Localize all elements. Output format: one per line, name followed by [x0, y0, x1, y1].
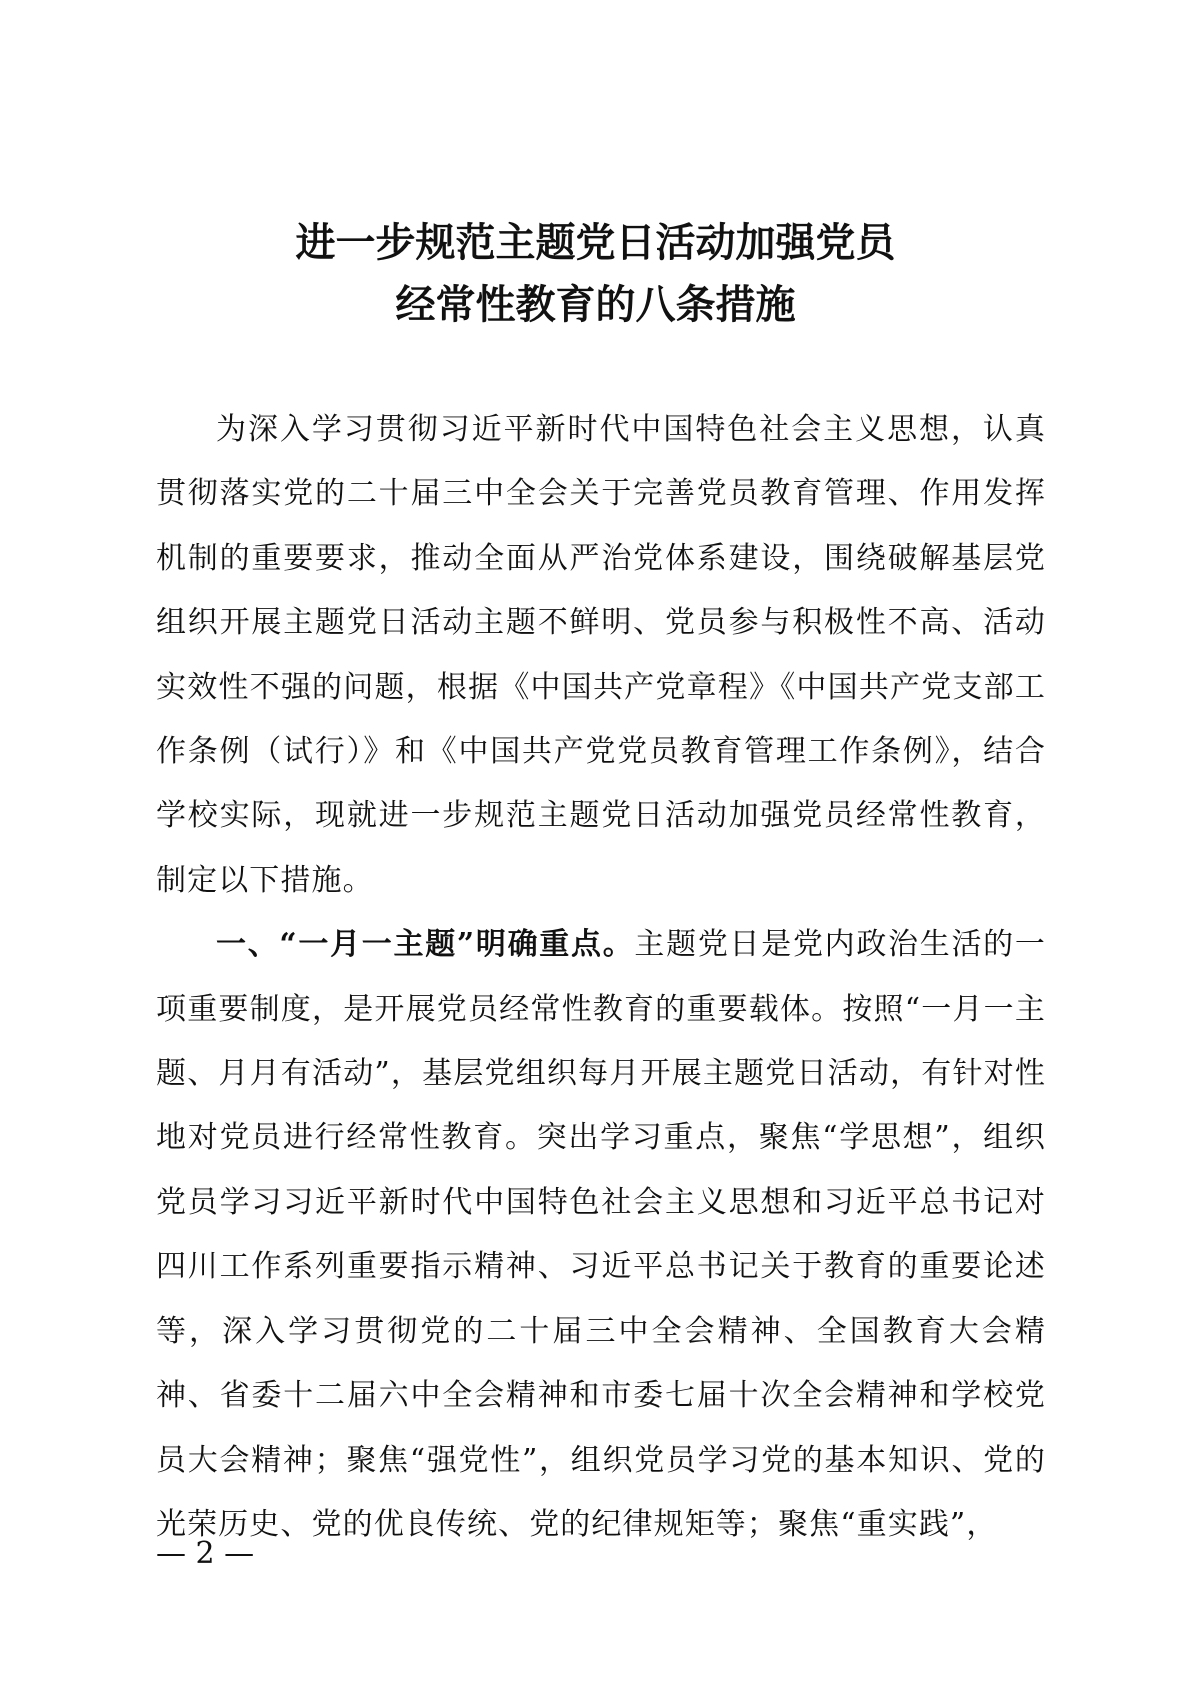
document-body — [156, 398, 1046, 1557]
paragraph-intro — [156, 398, 1046, 913]
paragraph-section-1 — [156, 913, 1046, 1557]
section-1-heading: 一、“一月一主题”明确重点。 — [216, 927, 635, 963]
paragraph-intro-text: 为深入学习贯彻习近平新时代中国特色社会主义思想，认真贯彻落实党的二十届三中全会关于完善党员教育管理、作用发挥机制的重要要求，推动全面从严治党体系建设，围绕破解基层党组织开展主题党日活动主题不鲜明、党员参与积极性不高、活动实效性不强的问题，根据《中国共产党章程》《中国共产党支部工作条例（试行）》和《中国共产党党员教育管理工作条例》，结合学校实际，现就进一步规范主题党日活动加强党员经常性教育，制定以下措施。 — [156, 412, 1046, 898]
title-line-2: 经常性教育的八条措施 — [395, 281, 796, 328]
document-title — [0, 212, 1191, 336]
page-number: — 2 — — [156, 1536, 255, 1571]
title-line-1: 进一步规范主题党日活动加强党员 — [295, 219, 896, 266]
section-1-text: 主题党日是党内政治生活的一项重要制度，是开展党员经常性教育的重要载体。按照“一月一主题、月月有活动”，基层党组织每月开展主题党日活动，有针对性地对党员进行经常性教育。突出学习重点，聚焦“学思想”，组织党员学习习近平新时代中国特色社会主义思想和习近平总书记对四川工作系列重要指示精神、习近平总书记关于教育的重要论述等，深入学习贯彻党的二十届三中全会精神、全国教育大会精神、省委十二届六中全会精神和市委七届十次全会精神和学校党员大会精神；聚焦“强党性”，组织党员学习党的基本知识、党的光荣历史、党的优良传统、党的纪律规矩等；聚焦“重实践”， — [156, 927, 1046, 1542]
